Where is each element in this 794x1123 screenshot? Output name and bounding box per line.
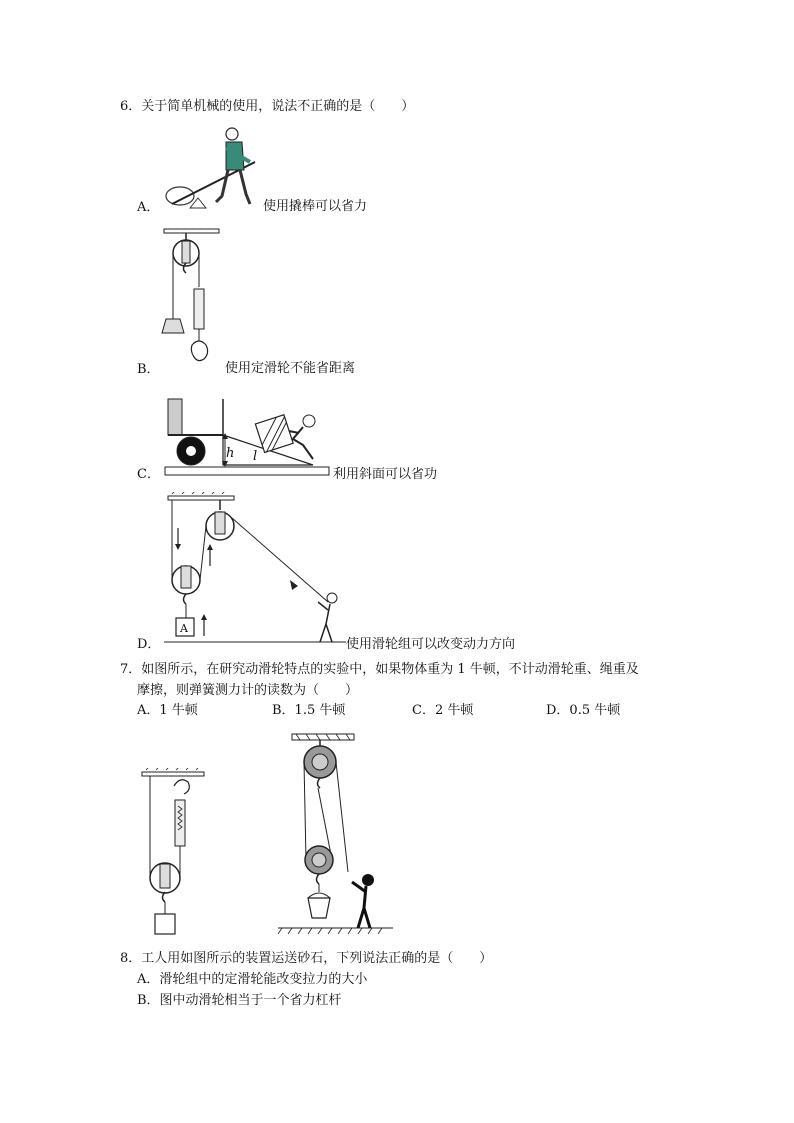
pulley-block-figure (160, 492, 350, 647)
q6-stem: 6．关于简单机械的使用，说法不正确的是（ ） (120, 99, 415, 114)
option-c-letter: C． (137, 467, 160, 482)
height-label: h (226, 446, 235, 461)
q7-choice-a: A．1 牛顿 (137, 703, 198, 718)
option-a-text: 使用撬棒可以省力 (263, 199, 368, 214)
q7-stem-line1: 7．如图所示，在研究动滑轮特点的实验中，如果物体重为 1 牛顿，不计动滑轮重、绳重及 (120, 662, 639, 677)
option-d-letter: D． (137, 637, 161, 652)
hanging-weight (162, 319, 184, 333)
option-c-text: 利用斜面可以省功 (333, 467, 438, 482)
q7-choice-c: C．2 牛顿 (412, 703, 474, 718)
q7-stem-line2: 摩擦，则弹簧测力计的读数为（ ） (137, 683, 359, 698)
incline-figure (163, 395, 333, 480)
option-b-text: 使用定滑轮不能省距离 (225, 361, 356, 376)
weight-block (155, 914, 175, 934)
movable-pulley-figure (138, 768, 213, 938)
option-a-letter: A． (137, 200, 160, 215)
worker-pulley-figure (278, 732, 398, 937)
bucket (308, 898, 330, 918)
q7-choice-d: D．0.5 牛顿 (546, 703, 621, 718)
option-d-text: 使用滑轮组可以改变动力方向 (346, 637, 516, 652)
spring-scale (194, 289, 204, 329)
q8-stem: 8．工人用如图所示的装置运送砂石，下列说法正确的是（ ） (120, 951, 493, 966)
option-b-letter: B． (137, 362, 160, 377)
q8-option-a: A．滑轮组中的定滑轮能改变拉力的大小 (137, 972, 368, 987)
q8-option-b: B．图中动滑轮相当于一个省力杠杆 (137, 993, 342, 1008)
block-a-label: A (180, 622, 188, 635)
length-label: l (253, 449, 258, 464)
lever-figure (160, 124, 270, 214)
fixed-pulley-figure (150, 227, 225, 372)
q7-choice-b: B．1.5 牛顿 (272, 703, 346, 718)
